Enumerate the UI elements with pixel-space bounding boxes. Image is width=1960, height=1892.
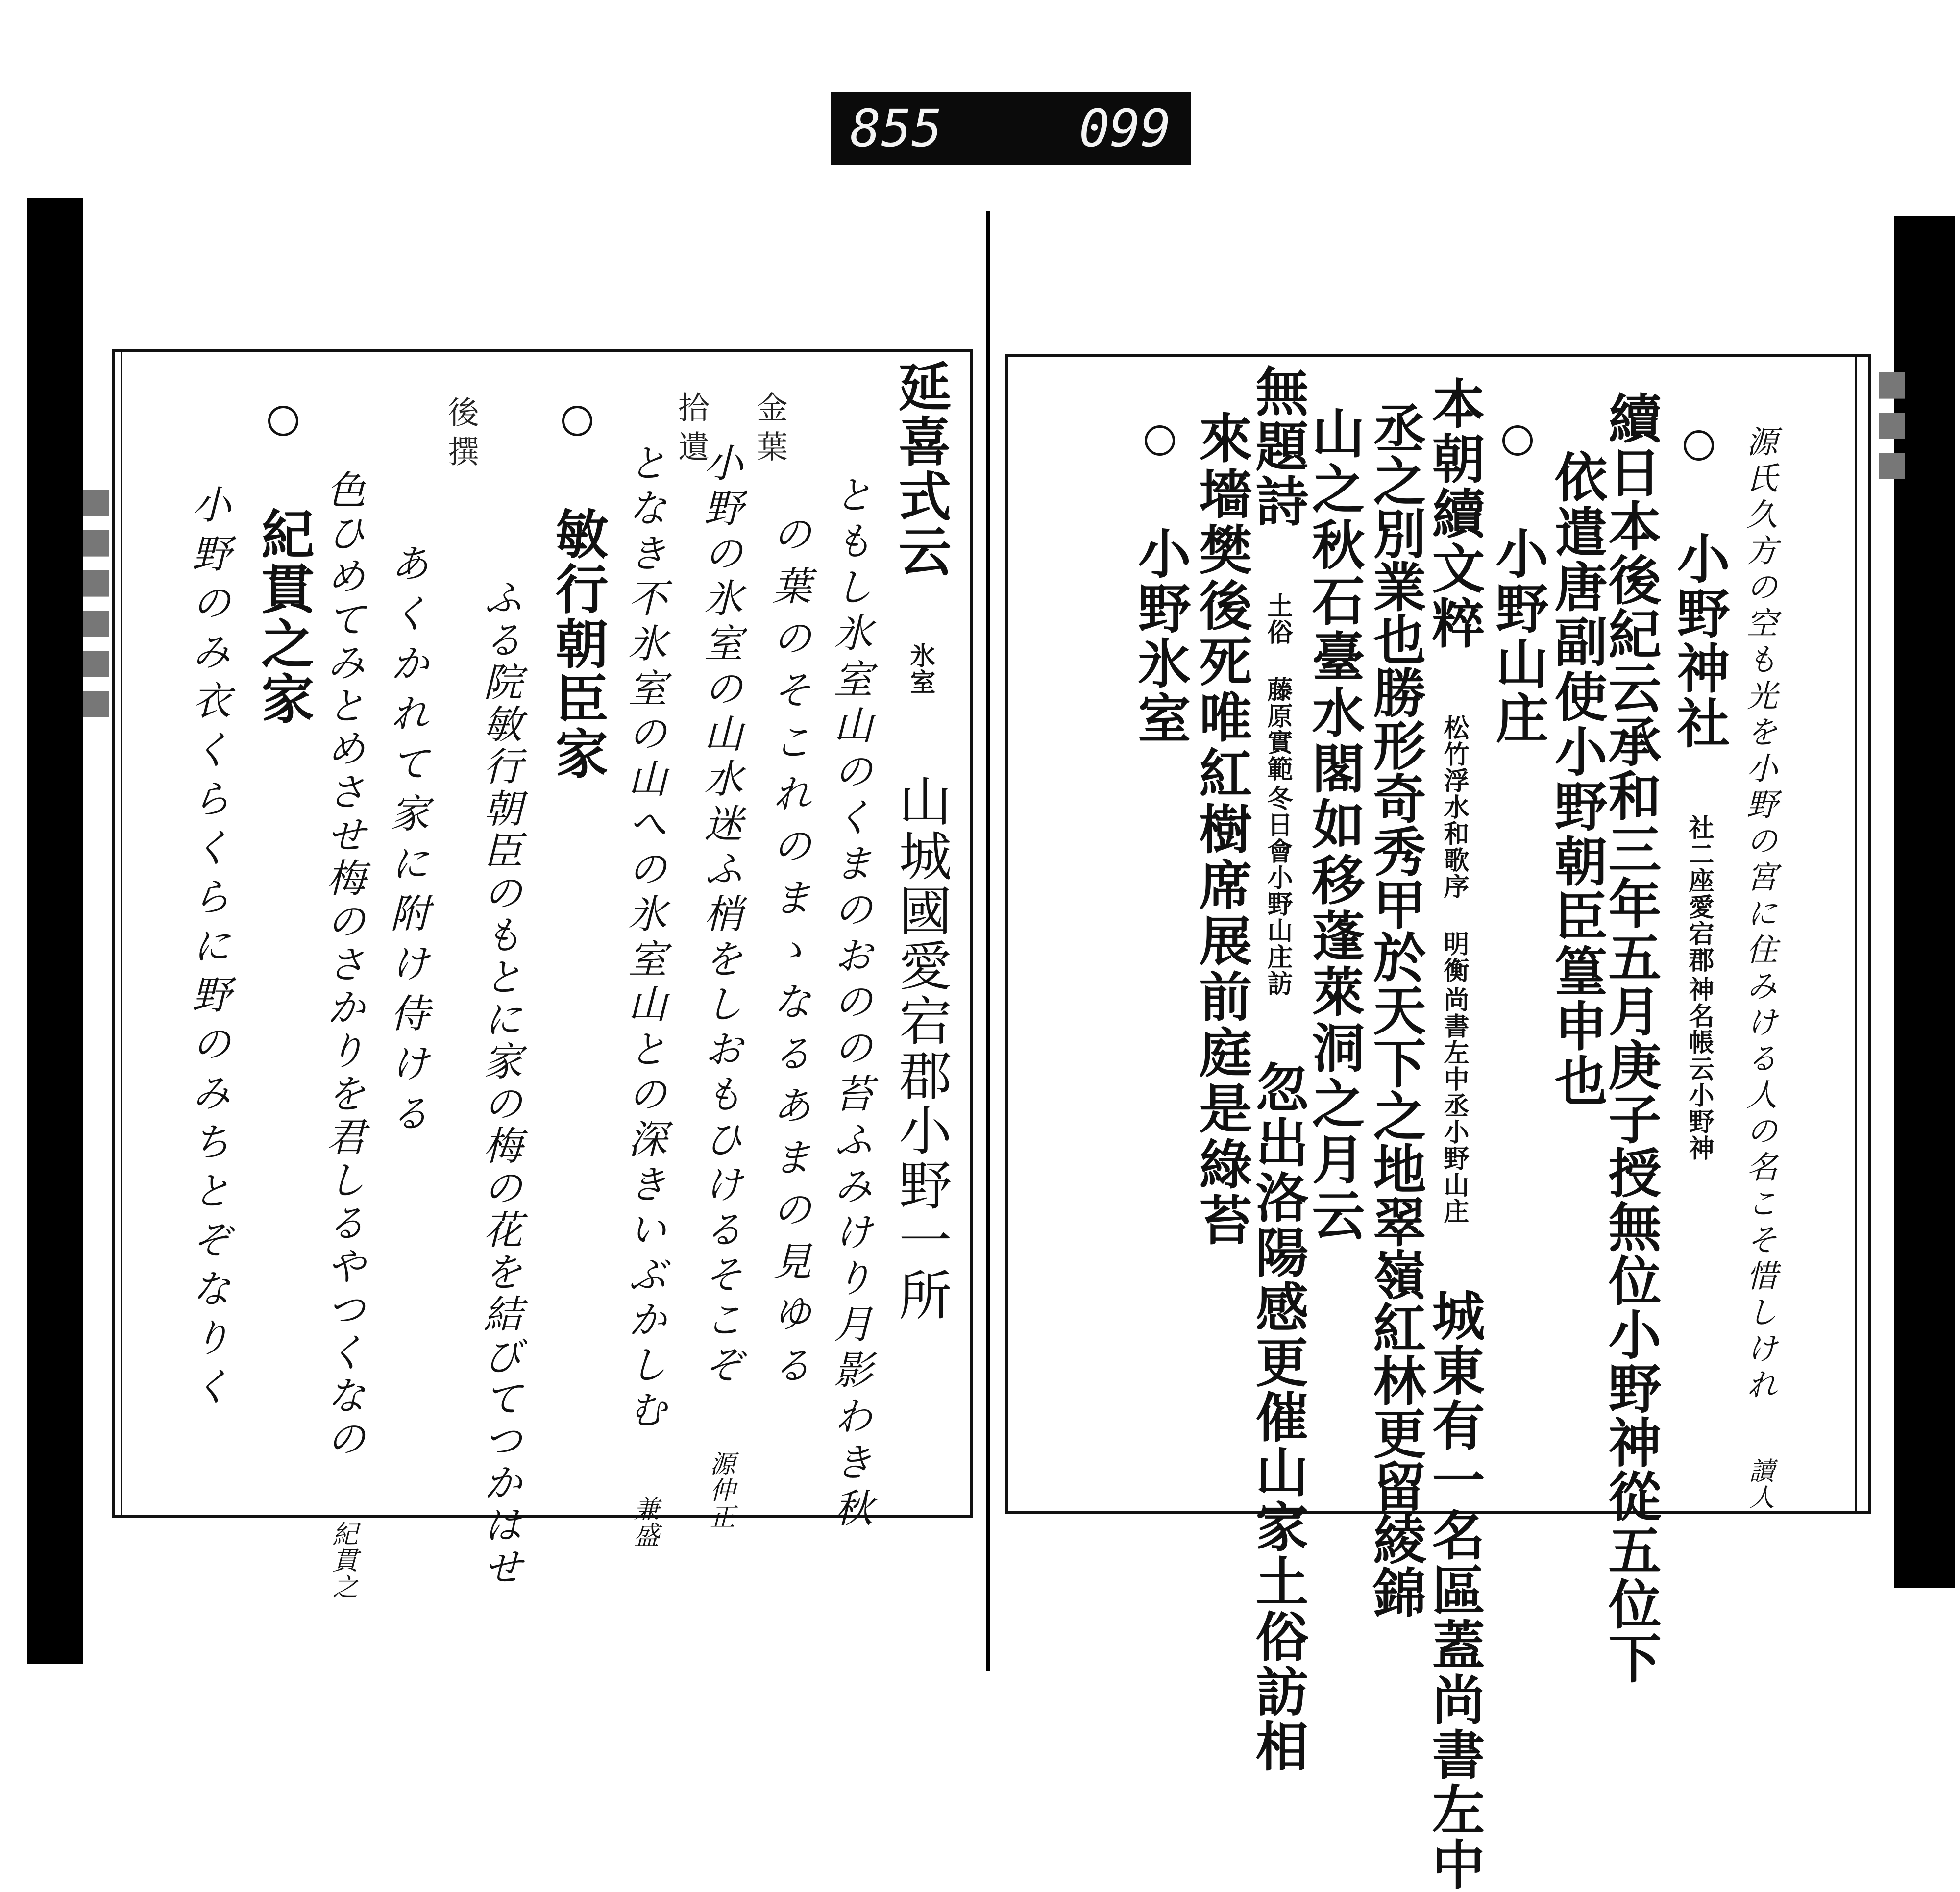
bleed-through-text: ■■■■■■: [76, 480, 116, 721]
anthology-label-gosen: 後撰: [442, 396, 479, 474]
entry-text: 忽出洛陽感更催山家土俗訪相: [1247, 1060, 1308, 1774]
left-page-column-1: [889, 359, 951, 1323]
poem-attribution: 兼盛: [629, 1496, 659, 1548]
poem-text: 色ひめてみとめさせ梅のさかりを君しるやつくなの: [320, 469, 366, 1461]
right-page-column-3: 續日本後紀云承和三年五月庚子授無位小野神從五位下: [1599, 391, 1661, 1685]
left-page-column-2: ともし氷室山のくまのおのの苔ふみけり月影わき秋: [827, 474, 873, 1534]
entry-circle-marker: [1145, 425, 1175, 456]
anthology-label-shui: 拾遺: [673, 391, 709, 469]
right-page-column-8: 山之秋石臺水閣如移蓬萊洞之月云: [1303, 406, 1365, 1244]
left-page-margin-rule: [121, 352, 122, 1515]
left-page-column-10: [252, 406, 314, 726]
right-page-column-5: [1487, 425, 1548, 746]
left-page-column-11: 小野のみ衣くらくらに野のみちとぞなりく: [185, 484, 231, 1415]
entry-note-line: 社二座愛宕郡: [1684, 814, 1714, 973]
right-page-column-4: 依遣唐副使小野朝臣篁申也: [1545, 450, 1607, 1108]
left-page-column-5: [621, 442, 667, 1548]
left-page-column-7: ふる院敏行朝臣のもとに家の梅の花を結びてつかはせ: [477, 577, 522, 1589]
entry-heading: 小野山庄: [1487, 526, 1548, 746]
frame-number-left: 855: [850, 98, 942, 158]
left-page-column-8: あくかれて家に附け侍ける: [384, 543, 429, 1143]
entry-circle-marker: [268, 406, 298, 436]
entry-heading: 紀貫之家: [252, 507, 314, 726]
left-page-column-4: [697, 442, 743, 1530]
right-page-column-1: [1743, 425, 1775, 1510]
entry-note-line: 尚書左中丞小野山庄: [1439, 986, 1469, 1225]
book-gutter: [986, 211, 990, 1671]
entry-note: 氷室: [906, 642, 935, 695]
entry-heading: 小野氷室: [1129, 526, 1191, 746]
right-page-column-7: 丞之別業也勝形奇秀甲於天下之地翠嶺紅林更留綾錦: [1364, 401, 1426, 1618]
left-page: [112, 349, 973, 1600]
entry-note: [1686, 814, 1712, 1161]
right-page-column-10: 來墻樊後死唯紅樹席展前庭是綠苔: [1190, 411, 1252, 1249]
entry-circle-marker: [562, 406, 592, 436]
entry-circle-marker: [1502, 425, 1533, 456]
entry-heading: 小野神社: [1668, 531, 1730, 751]
entry-circle-marker: [1684, 430, 1714, 461]
entry-note-line: 冬日會小野山庄訪: [1263, 785, 1293, 997]
entry-text: 山城國愛宕郡小野一所: [890, 774, 951, 1323]
microfilm-frame-number: [831, 92, 1191, 165]
right-page-margin-rule: [1855, 357, 1857, 1511]
poem-attribution: 紀貫之: [328, 1521, 357, 1600]
poem-text: 小野の氷室の山水迷ふ梢をしおもひけるそこぞ: [697, 442, 743, 1389]
entry-heading: 敏行朝臣家: [546, 507, 608, 781]
entry-heading: 無題詩: [1247, 364, 1308, 529]
right-page-column-2: [1668, 430, 1730, 1161]
entry-note: [1441, 714, 1467, 1225]
left-page-column-9: [320, 469, 366, 1600]
left-page-column-6: [546, 406, 608, 781]
right-page-column-11: [1129, 425, 1191, 746]
entry-note-line: 松竹浮水和歌序 明衡: [1439, 714, 1469, 983]
poem-attribution: 源仲正: [705, 1450, 735, 1530]
left-page-column-3: の葉のそこれのまゝなるあまの見ゆる: [766, 514, 811, 1397]
poem-attribution: 讀人: [1744, 1457, 1774, 1510]
right-page-column-6: [1423, 376, 1485, 1892]
entry-heading: 延喜式云: [889, 359, 951, 579]
left-binding-edge: [27, 198, 83, 1664]
frame-number-right: 099: [1079, 98, 1171, 158]
entry-note-line: 土俗 藤原實範: [1263, 592, 1293, 782]
poem-text: 源氏久方の空も光を小野の宮に住みける人の名こそ惜しけれ: [1741, 425, 1777, 1404]
bleed-through-text: ■■■: [1872, 363, 1912, 483]
right-page: [1005, 354, 1871, 1892]
entry-note-line: 神名帳云小野神: [1684, 976, 1714, 1161]
right-page-column-9: [1247, 364, 1308, 1774]
anthology-label-kinyo: 金葉: [751, 391, 787, 469]
entry-text: 城東有一名區蓋尚書左中: [1423, 1288, 1485, 1892]
poem-text: となき不氷室の山への氷室山との深きいぶかしむ: [621, 442, 667, 1434]
entry-heading: 本朝續文粹: [1423, 376, 1485, 651]
entry-note: [1263, 592, 1293, 997]
